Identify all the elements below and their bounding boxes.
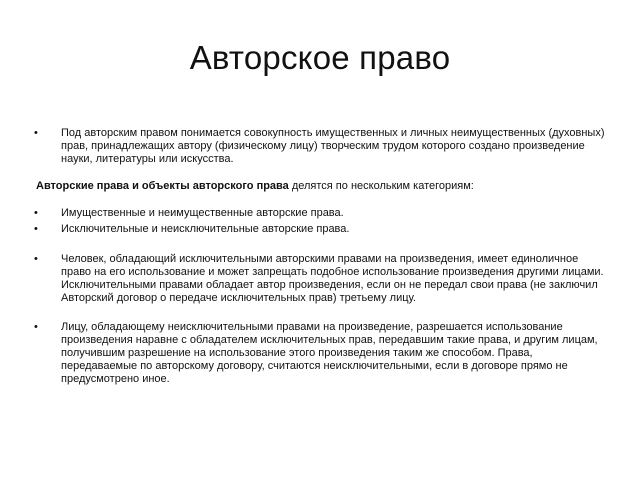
bullet-item-exclusive-rights (34, 223, 608, 236)
bullet-item-property-rights (34, 207, 608, 220)
bullet-item-exclusive-holder (34, 253, 608, 305)
bullet-icon: • (34, 207, 38, 219)
slide-title: Авторское право (189, 39, 451, 76)
bullet-text-property-rights: Имущественные и неимущественные авторские права. (61, 207, 344, 219)
bullet-icon: • (34, 127, 38, 139)
bullet-text-nonexclusive-holder: Лицу, обладающему неисключительными правами на произведение, разрешается использование произведения наравне с обладателем исключительных прав, передавшим такие права, и другим лицам, получившим разрешение на использование этого произведения таким же способом. Права, передаваемые по авторскому договору, считаются неисключительными, если в договоре прямо не предусмотрено иное. (61, 321, 598, 385)
bullet-item-nonexclusive-holder (34, 321, 608, 386)
categories-heading-bold: Авторские права и объекты авторского права (36, 180, 289, 192)
categories-heading (36, 180, 608, 193)
slide-body (34, 127, 608, 386)
bullet-text-exclusive-holder: Человек, обладающий исключительными авторскими правами на произведения, имеет единоличное право на его использование и может запрещать подобное использование произведения другими лицами. Исключительными правами обладает автор произведения, если он не передал свои права (не заключил Авторский договор о передаче исключительных прав) третьему лицу. (61, 253, 604, 304)
bullet-item-definition (34, 127, 608, 166)
bullet-icon: • (34, 253, 38, 265)
bullet-icon: • (34, 223, 38, 235)
bullet-text-exclusive-rights: Исключительные и неисключительные авторские права. (61, 223, 350, 235)
bullet-text-definition: Под авторским правом понимается совокупность имущественных и личных неимущественных (духовных) прав, принадлежащих автору (физическому лицу) творческим трудом которого создано произведение науки, литературы или искусства. (61, 127, 605, 165)
categories-heading-rest: делятся по нескольким категориям: (288, 180, 474, 192)
bullet-icon: • (34, 321, 38, 333)
